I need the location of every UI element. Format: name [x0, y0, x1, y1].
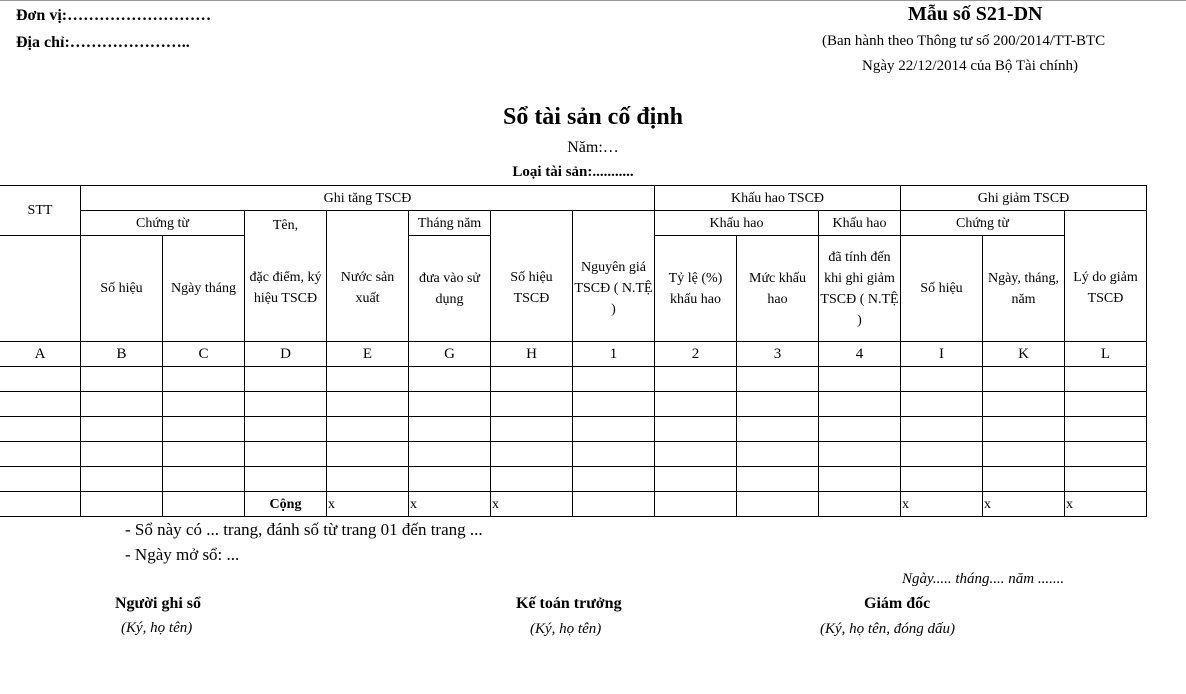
header-increase: Ghi tăng TSCĐ [81, 186, 655, 211]
header-cost: Nguyên giá TSCĐ ( N.TỆ ) [573, 236, 655, 342]
recorder-note: (Ký, họ tên) [121, 620, 193, 636]
column-letter: A [0, 342, 81, 367]
header-col-dec-date: Ngày, tháng, năm [983, 236, 1065, 342]
header-col-dec-number: Số hiệu [901, 236, 983, 342]
x-mark: x [409, 492, 491, 517]
column-letter: 2 [655, 342, 737, 367]
accountant-title: Kế toán trưởng [516, 595, 622, 612]
table-row [0, 417, 1147, 442]
header-country-top [327, 211, 409, 236]
address-line: Địa chỉ:………………….. [16, 34, 190, 51]
header-name-rest: đặc điểm, ký hiệu TSCĐ [245, 236, 327, 342]
issued-date: Ngày 22/12/2014 của Bộ Tài chính) [862, 58, 1078, 74]
column-letter: L [1065, 342, 1147, 367]
column-letter: B [81, 342, 163, 367]
fixed-asset-ledger-table [0, 185, 1147, 517]
header-depreciation-sub: Khấu hao [655, 211, 819, 236]
column-letter: 1 [573, 342, 655, 367]
header-accum-rest: đã tính đến khi ghi giảm TSCĐ ( N.TỆ ) [819, 236, 901, 342]
column-letter: D [245, 342, 327, 367]
header-month-year-top: Tháng năm [409, 211, 491, 236]
header-reason: Lý do giảm TSCĐ [1065, 236, 1147, 342]
column-letter: C [163, 342, 245, 367]
x-mark: x [1065, 492, 1147, 517]
header-stt-bottom [0, 236, 81, 342]
page-title: Sổ tài sản cố định [502, 104, 684, 130]
total-label: Cộng [245, 492, 327, 517]
note-pages: - Sổ này có ... trang, đánh số từ trang 01 đến trang ... [125, 520, 483, 539]
unit-line: Đơn vị:……………………… [16, 7, 212, 24]
column-letter: G [409, 342, 491, 367]
header-col-date: Ngày tháng [163, 236, 245, 342]
header-depreciation: Khấu hao TSCĐ [655, 186, 901, 211]
signature-date: Ngày..... tháng.... năm ....... [902, 571, 1065, 587]
column-letter: K [983, 342, 1065, 367]
header-cost-top [573, 211, 655, 236]
header-country: Nước sản xuất [327, 236, 409, 342]
director-title: Giám đốc [864, 595, 931, 612]
header-col-amount: Mức khấu hao [737, 236, 819, 342]
top-rule [0, 0, 1186, 1]
table-row [0, 367, 1147, 392]
accountant-note: (Ký, họ tên) [530, 621, 602, 637]
table-row [0, 392, 1147, 417]
total-row [0, 492, 1147, 517]
form-code: Mẫu số S21-DN [908, 3, 1043, 25]
note-open-date: - Ngày mở sổ: ... [125, 545, 240, 564]
header-month-year-rest: đưa vào sử dụng [409, 236, 491, 342]
header-decrease: Ghi giảm TSCĐ [901, 186, 1147, 211]
recorder-title: Người ghi sổ [115, 595, 202, 612]
x-mark: x [327, 492, 409, 517]
table-row [0, 442, 1147, 467]
header-col-number: Số hiệu [81, 236, 163, 342]
column-letter: 4 [819, 342, 901, 367]
column-letter-row [0, 342, 1147, 367]
director-note: (Ký, họ tên, đóng dấu) [820, 621, 955, 637]
column-letter: I [901, 342, 983, 367]
header-asset-number: Số hiệu TSCĐ [491, 236, 573, 342]
x-mark: x [491, 492, 573, 517]
header-name-top: Tên, [245, 211, 327, 236]
column-letter: 3 [737, 342, 819, 367]
header-col-rate: Tỷ lệ (%) khấu hao [655, 236, 737, 342]
year-line: Năm:… [567, 139, 619, 156]
column-letter: H [491, 342, 573, 367]
header-voucher: Chứng từ [81, 211, 245, 236]
x-mark: x [901, 492, 983, 517]
header-voucher-dec: Chứng từ [901, 211, 1065, 236]
table-row [0, 467, 1147, 492]
issued-by: (Ban hành theo Thông tư số 200/2014/TT-BTC [822, 33, 1106, 49]
header-stt: STT [0, 186, 81, 236]
header-asset-number-top [491, 211, 573, 236]
column-letter: E [327, 342, 409, 367]
header-reason-top [1065, 211, 1147, 236]
header-accum-top: Khấu hao [819, 211, 901, 236]
asset-type-line: Loại tài sản:........... [512, 164, 634, 180]
x-mark: x [983, 492, 1065, 517]
